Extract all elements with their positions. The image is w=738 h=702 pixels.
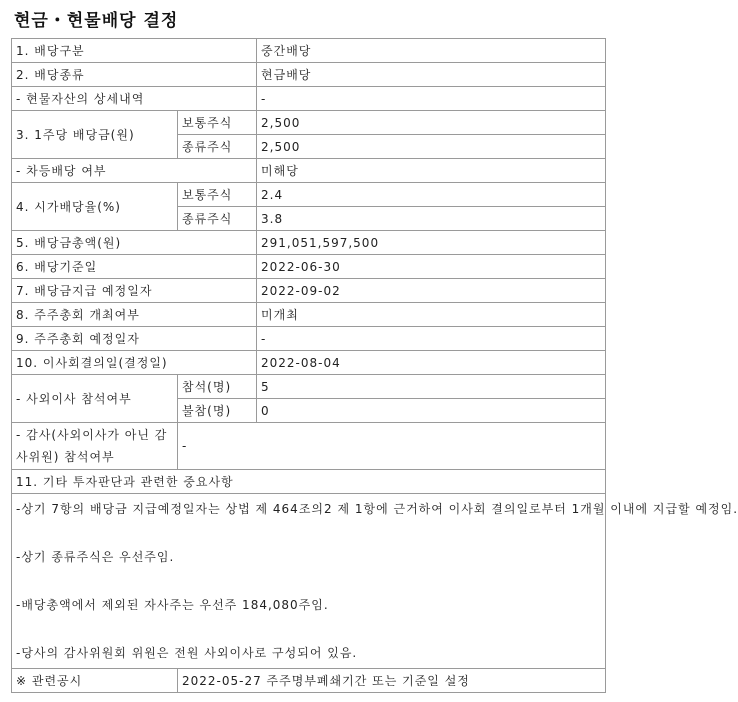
row-value: 중간배당	[257, 39, 606, 63]
row-value: 미개최	[257, 303, 606, 327]
table-row	[12, 87, 606, 111]
table-row	[12, 470, 606, 494]
note-item: -상기 7항의 배당금 지급예정일자는 상법 제 464조의2 제 1항에 근거하여 이사회 결의일로부터 1개월 이내에 지급할 예정임.	[16, 502, 738, 516]
table-row	[12, 669, 606, 693]
row-value: 2,500	[257, 135, 606, 159]
row-label: 2. 배당종류	[12, 63, 257, 87]
related-disclosure-link[interactable]: 2022-05-27 주주명부폐쇄기간 또는 기준일 설정	[178, 669, 606, 693]
row-value: 미해당	[257, 159, 606, 183]
notes-row	[12, 494, 606, 669]
row-label: - 사외이사 참석여부	[12, 375, 178, 423]
row-value: 2,500	[257, 111, 606, 135]
table-row	[12, 159, 606, 183]
table-row	[12, 231, 606, 255]
row-sublabel: 보통주식	[178, 111, 257, 135]
table-row	[12, 423, 606, 470]
table-row	[12, 279, 606, 303]
row-label: 4. 시가배당율(%)	[12, 183, 178, 231]
row-value: -	[257, 327, 606, 351]
row-label: 11. 기타 투자판단과 관련한 중요사항	[12, 470, 606, 494]
table-row	[12, 39, 606, 63]
row-label: ※ 관련공시	[12, 669, 178, 693]
note-item: -상기 종류주식은 우선주임.	[16, 550, 175, 564]
row-label: 3. 1주당 배당금(원)	[12, 111, 178, 159]
table-row	[12, 111, 606, 135]
note-item: -배당총액에서 제외된 자사주는 우선주 184,080주임.	[16, 598, 329, 612]
row-value: 291,051,597,500	[257, 231, 606, 255]
row-label: 8. 주주총회 개최여부	[12, 303, 257, 327]
row-value: 2.4	[257, 183, 606, 207]
row-value: 0	[257, 399, 606, 423]
disclosure-table	[11, 38, 738, 693]
table-row	[12, 303, 606, 327]
row-label: 9. 주주총회 예정일자	[12, 327, 257, 351]
row-value: -	[257, 87, 606, 111]
row-value: 2022-08-04	[257, 351, 606, 375]
row-label: 10. 이사회결의일(결정일)	[12, 351, 257, 375]
row-label: 1. 배당구분	[12, 39, 257, 63]
page-title: 현금・현물배당 결정	[14, 11, 179, 31]
row-value: 2022-09-02	[257, 279, 606, 303]
row-value: -	[178, 423, 606, 470]
row-label: 7. 배당금지급 예정일자	[12, 279, 257, 303]
table-row	[12, 63, 606, 87]
row-sublabel: 종류주식	[178, 207, 257, 231]
row-value: 현금배당	[257, 63, 606, 87]
row-sublabel: 보통주식	[178, 183, 257, 207]
row-label: - 현물자산의 상세내역	[12, 87, 257, 111]
row-sublabel: 참석(명)	[178, 375, 257, 399]
table-row	[12, 255, 606, 279]
row-label: - 차등배당 여부	[12, 159, 257, 183]
row-value: 5	[257, 375, 606, 399]
row-label: 6. 배당기준일	[12, 255, 257, 279]
row-sublabel: 종류주식	[178, 135, 257, 159]
row-label: - 감사(사외이사가 아닌 감사위원) 참석여부	[12, 423, 178, 470]
table-row	[12, 351, 606, 375]
table-row	[12, 183, 606, 207]
row-sublabel: 불참(명)	[178, 399, 257, 423]
table-row	[12, 327, 606, 351]
row-label: 5. 배당금총액(원)	[12, 231, 257, 255]
row-value: 2022-06-30	[257, 255, 606, 279]
note-item: -당사의 감사위원회 위원은 전원 사외이사로 구성되어 있음.	[16, 646, 358, 660]
table-row	[12, 375, 606, 399]
notes-cell	[12, 494, 738, 669]
row-value: 3.8	[257, 207, 606, 231]
